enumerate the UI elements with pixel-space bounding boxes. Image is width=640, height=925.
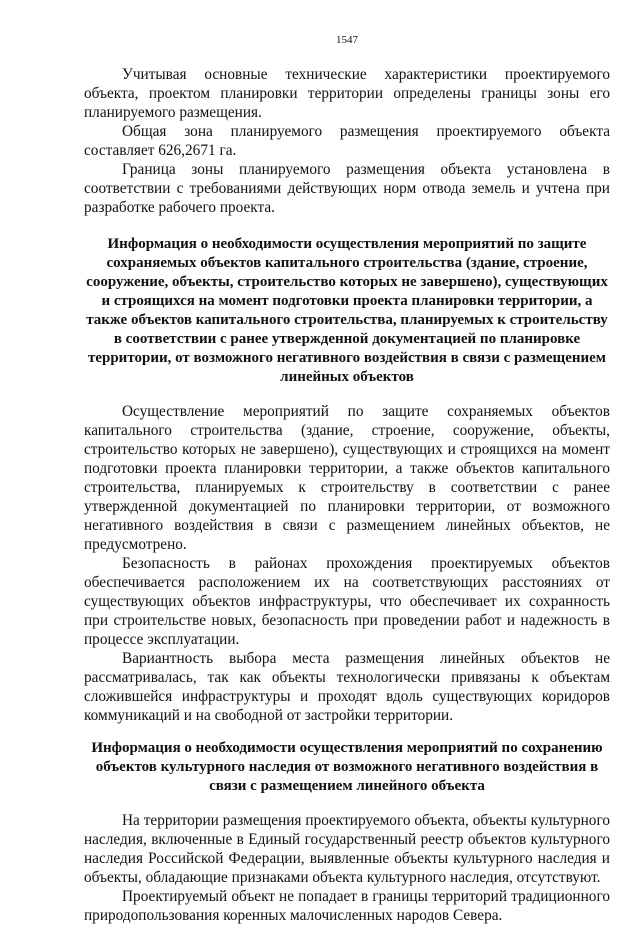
section-heading-cultural-heritage: Информация о необходимости осуществления мероприятий по сохранению объектов культурного наследия от возможного негативного воздействия в связи с размещением линейного объекта [91,740,603,794]
intro-paragraph-2: Общая зона планируемого размещения проектируемого объекта составляет 626,2671 га. [84,123,610,159]
section2-paragraph-2: Проектируемый объект не попадает в границы территорий традиционного природопользования коренных малочисленных народов Севера. [84,888,610,924]
section1-paragraph-1: Осуществление мероприятий по защите сохраняемых объектов капитального строительства (здание, строение, сооружение, объекты, строительство которых не завершено), существующих и строящихся на момент подготовки проекта планировки территории, а также объектов капитального строительства, планируемых к строительству в соответствии с ранее утвержденной документацией по планировки территории, от возможного негативного воздействия в связи с размещением линейных объектов, не предусмотрено. [84,403,610,553]
section-heading-capital-construction-protection: Информация о необходимости осуществления мероприятий по защите сохраняемых объектов капитального строительства (здание, строение, сооружение, объекты, строительство которых не завершено), существующих и строящихся на момент подготовки проекта планировки территории, а также объектов капитального строительства, планируемых к строительству в соответствии с ранее утвержденной документацией по планировке территории, от возможного негативного воздействия в связи с размещением линейных объектов [86,236,608,385]
intro-paragraph-3: Граница зоны планируемого размещения объекта установлена в соответствии с требованиями действующих норм отвода земель и учтена при разработке рабочего проекта. [84,161,610,216]
intro-paragraph-1: Учитывая основные технические характеристики проектируемого объекта, проектом планировки территории определены границы зоны его планируемого размещения. [84,66,610,121]
section1-paragraph-2: Безопасность в районах прохождения проектируемых объектов обеспечивается расположением их на соответствующих расстояниях от существующих объектов инфраструктуры, что обеспечивает их сохранность при строительстве новых, безопасность при проведении работ и надежность в процессе эксплуатации. [84,555,610,648]
section1-paragraph-3: Вариантность выбора места размещения линейных объектов не рассматривалась, так как объекты технологически привязаны к объектам сложившейся инфраструктуры и проходят вдоль существующих коридоров коммуникаций и на свободной от застройки территории. [84,650,610,724]
section2-paragraph-1: На территории размещения проектируемого объекта, объекты культурного наследия, включенные в Единый государственный реестр объектов культурного наследия Российской Федерации, выявленные объекты культурного наследия и объекты, обладающие признаками объекта культурного наследия, отсутствуют. [84,812,610,886]
page-number: 1547 [336,34,358,46]
